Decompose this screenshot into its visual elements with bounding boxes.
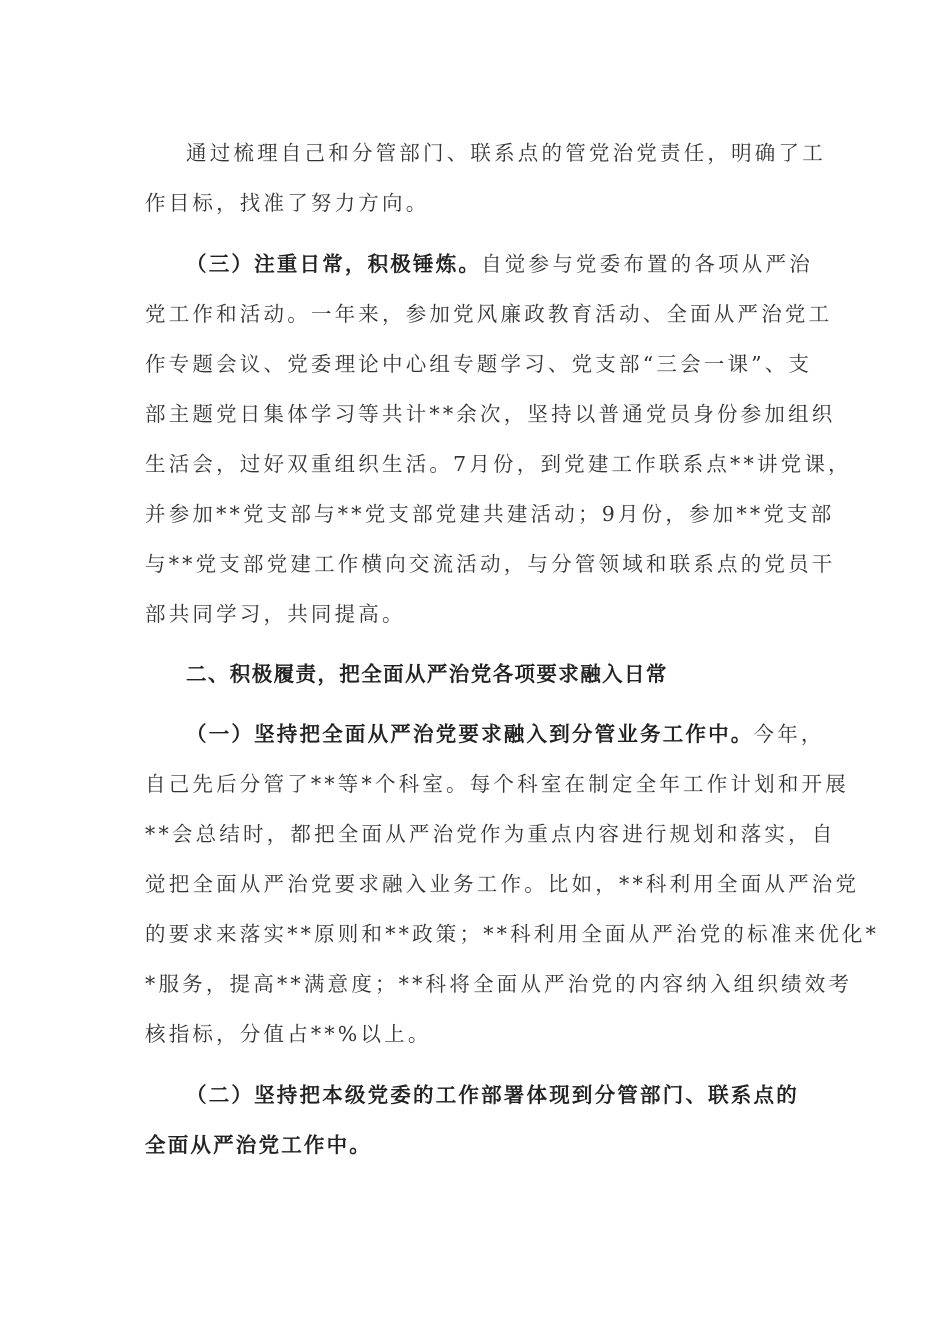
- paragraph-line: **会总结时，都把全面从严治党作为重点内容进行规划和落实，自: [145, 822, 836, 846]
- paragraph-line: 作专题会议、党委理论中心组专题学习、党支部“三会一课”、支: [145, 352, 813, 376]
- paragraph-line: 并参加**党支部与**党支部党建共建活动；9月份，参加**党支部: [145, 502, 835, 526]
- paragraph-first-line: [186, 250, 813, 278]
- paragraph-first-line: [186, 720, 825, 748]
- paragraph-line: 核指标，分值占**%以上。: [145, 1022, 432, 1046]
- subheading-bold-lead: （一）坚持把全面从严治党要求融入到分管业务工作中。: [186, 722, 754, 746]
- paragraph-line: 作目标，找准了努力方向。: [145, 191, 430, 215]
- paragraph-line: 通过梳理自己和分管部门、联系点的管党治党责任，明确了工: [186, 141, 826, 165]
- subheading-bold-lead: （三）注重日常，积极锤炼。: [186, 252, 482, 276]
- paragraph-line: 部主题党日集体学习等共计**余次，坚持以普通党员身份参加组织: [145, 402, 836, 426]
- paragraph-line: 部共同学习，共同提高。: [145, 602, 406, 626]
- subheading-line: （二）坚持把本级党委的工作部署体现到分管部门、联系点的: [186, 1083, 799, 1107]
- paragraph-text: 自觉参与党委布置的各项从严治: [481, 252, 813, 276]
- section-heading: 二、积极履责，把全面从严治党各项要求融入日常: [186, 662, 668, 686]
- paragraph-text: 今年，: [753, 722, 825, 746]
- paragraph-line: 党工作和活动。一年来，参加党风廉政教育活动、全面从严治党工: [145, 302, 833, 326]
- paragraph-line: *服务，提高**满意度；**科将全面从严治党的内容纳入组织绩效考: [145, 972, 853, 996]
- subheading-line: 全面从严治党工作中。: [145, 1133, 372, 1157]
- paragraph-line: 自己先后分管了**等*个科室。每个科室在制定全年工作计划和开展: [145, 772, 849, 796]
- paragraph-line: 觉把全面从严治党要求融入业务工作。比如，**科利用全面从严治党: [145, 872, 860, 896]
- paragraph-line: 生活会，过好双重组织生活。7月份，到党建工作联系点**讲党课，: [145, 452, 852, 476]
- paragraph-line: 的要求来落实**原则和**政策；**科利用全面从严治党的标准来优化*: [145, 922, 880, 946]
- paragraph-line: 与**党支部党建工作横向交流活动，与分管领域和联系点的党员干: [145, 552, 836, 576]
